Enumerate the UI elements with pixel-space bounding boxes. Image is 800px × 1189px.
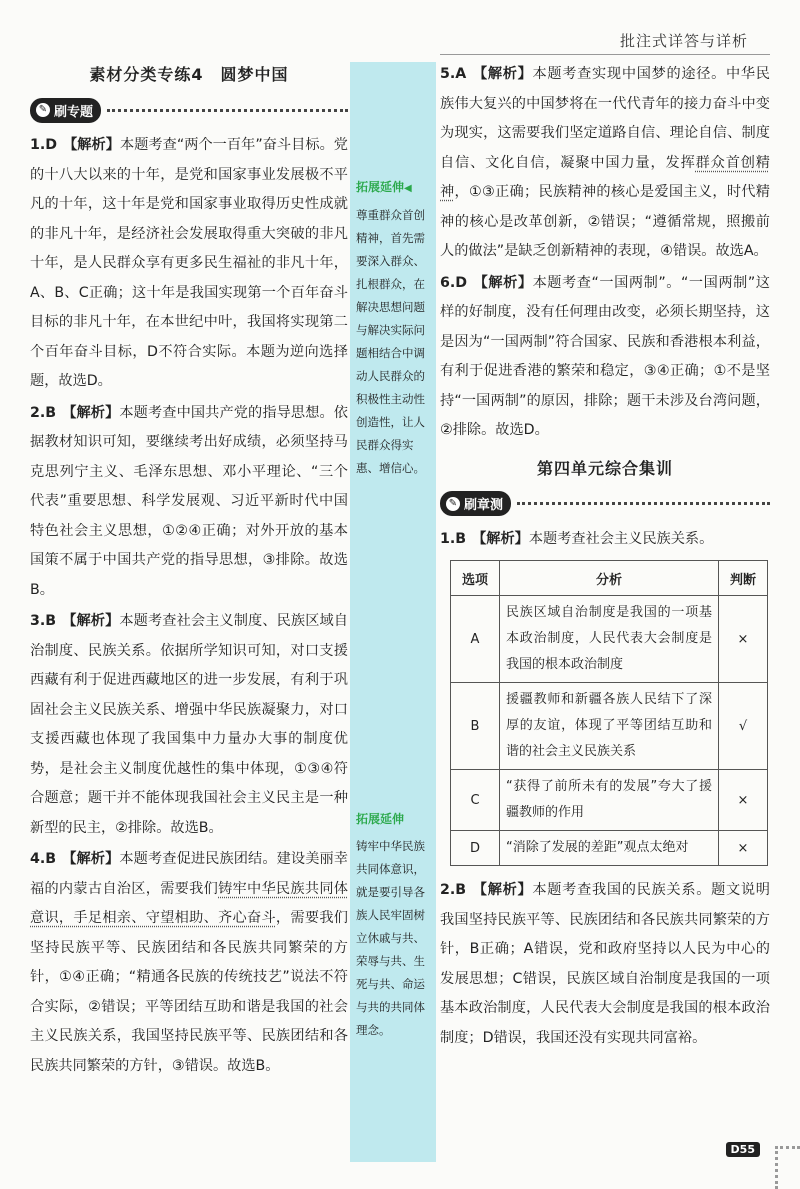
question-1 (30, 131, 348, 397)
answer-letter: B (45, 404, 57, 421)
analysis-text: 本题考查社会主义制度、民族区域自治制度、民族关系。依据所学知识可知，对口支援西藏有利于促进西藏地区的进一步发展，有利于巩固社会主义民族关系、增强中华民族凝聚力，对口支援西藏也体现了我国集中力量办大事的制度优势，是社会主义制度优越性的集中体现，①③④符合题意；题干并不能体现我国社会主义民主是一种新型的民主，②排除。故选B。 (30, 613, 348, 836)
analysis-text: 本题考查我国的民族关系。题文说明我国坚持民族平等、民族团结和各民族共同繁荣的方针，B正确；A错误，党和政府坚持以人民为中心的发展思想；C错误，民族区域自治制度是我国的一项基本政治制度，人民代表大会制度是我国的根本政治制度；D错误，我国还没有实现共同富裕。 (440, 882, 770, 1046)
dotted-divider (517, 502, 770, 505)
chapter-question-1 (440, 525, 770, 555)
banner-label: 刷章测 (464, 498, 504, 513)
sidebar-note-text: 尊重群众首创精神，首先需要深入群众、扎根群众，在解决思想问题与解决实际问题相结合中调动人民群众的积极性主动性创造性，让人民群众得实惠、增信心。 (356, 208, 425, 475)
question-number: 1. (30, 137, 46, 153)
analysis-label: 【解析】 (62, 851, 120, 867)
analysis-table (450, 560, 768, 866)
option-cell: B (451, 683, 500, 770)
sidebar-note-title (356, 808, 432, 831)
table-header-row (451, 561, 768, 596)
brush-icon: ✎ (446, 497, 460, 511)
table-row (451, 770, 768, 831)
answer-letter: B (45, 851, 57, 867)
question-6 (440, 269, 770, 446)
unit-section-title: 第四单元综合集训 (536, 458, 673, 478)
sidebar-note-1 (352, 176, 436, 480)
analysis-label: 【解析】 (63, 137, 120, 153)
analysis-text: ，需要我们坚持民族平等、民族团结和各民族共同繁荣的方针，①④正确；“精通各民族的传统技艺”说法不符合实际，②错误；平等团结互助和谐是我国的社会主义民族关系，我国坚持民族平等、民族团结和各民族共同繁荣的方针，③错误。故选B。 (30, 910, 348, 1074)
chapter-banner (440, 491, 770, 517)
question-number: 5. (440, 66, 456, 82)
verdict-cell: √ (719, 683, 768, 770)
analysis-text: 本题考查促进民族团结。建设美丽幸福的内蒙古自治区，需要我们 (30, 851, 348, 897)
table-row (451, 683, 768, 770)
question-4 (30, 845, 348, 1081)
question-number: 2. (30, 404, 46, 421)
option-cell: D (451, 831, 500, 866)
corner-decoration (775, 1146, 800, 1189)
option-cell: A (451, 596, 500, 683)
question-number: 4. (30, 851, 46, 867)
arrow-left-icon: ◀ (404, 183, 412, 194)
analysis-cell: 民族区域自治制度是我国的一项基本政治制度，人民代表大会制度是我国的根本政治制度 (500, 596, 719, 683)
section-title: 素材分类专练4 圆梦中国 (89, 65, 289, 84)
underlined-phrase: 群众首创精神 (440, 154, 770, 200)
verdict-cell: × (719, 596, 768, 683)
page-header: 批注式详答与详析 (619, 32, 748, 50)
answer-letter: D (45, 137, 58, 153)
table-row (451, 596, 768, 683)
verdict-cell: × (719, 770, 768, 831)
question-number: 1. (440, 530, 456, 547)
question-number: 2. (440, 882, 456, 898)
analysis-text: 本题考查社会主义民族关系。 (528, 530, 714, 547)
question-5 (440, 60, 770, 267)
analysis-cell: “消除了发展的差距”观点太绝对 (500, 831, 719, 866)
answer-letter: A (455, 66, 467, 82)
question-number: 3. (30, 613, 46, 629)
analysis-text: 本题考查实现中国梦的途径。中华民族伟大复兴的中国梦将在一代代青年的接力奋斗中变为现实，这需要我们坚定道路自信、理论自信、制度自信、文化自信，凝聚中国力量，发挥 (440, 66, 770, 171)
sidebar-note-text: 铸牢中华民族共同体意识，就是要引导各族人民牢固树立休戚与共、荣辱与共、生死与共、命运与共的共同体理念。 (356, 839, 425, 1037)
column-header: 分析 (500, 561, 719, 596)
analysis-cell: “获得了前所未有的发展”夸大了援疆教师的作用 (500, 770, 719, 831)
banner-label: 刷专题 (54, 104, 94, 120)
column-header: 选项 (451, 561, 500, 596)
right-column (440, 60, 770, 1055)
brush-icon: ✎ (36, 103, 50, 117)
left-column (30, 60, 348, 1083)
analysis-cell: 援疆教师和新疆各族人民结下了深厚的友谊，体现了平等团结互助和谐的社会主义民族关系 (500, 683, 719, 770)
option-cell: C (451, 770, 500, 831)
table-row (451, 831, 768, 866)
analysis-label: 【解析】 (62, 613, 120, 629)
analysis-label: 【解析】 (472, 66, 533, 82)
answer-letter: D (455, 274, 468, 291)
banner-badge (440, 491, 511, 516)
analysis-text: ，①③正确；民族精神的核心是爱国主义，时代精神的核心是改革创新，②错误；“遵循常规，照搬前人的做法”是缺乏创新精神的表现，④错误。故选A。 (440, 184, 770, 259)
sidebar-title-text: 拓展延伸 (356, 180, 405, 194)
sidebar-title-text: 拓展延伸 (356, 812, 405, 826)
sidebar-note-title (356, 176, 432, 200)
analysis-text: 本题考查中国共产党的指导思想。依据教材知识可知，要继续考出好成绩，必须坚持马克思列宁主义、毛泽东思想、邓小平理论、“三个代表”重要思想、科学发展观、习近平新时代中国特色社会主义思想，①②④正确；对外开放的基本国策不属于中国共产党的指导思想，③排除。故选B。 (30, 404, 348, 598)
analysis-label: 【解析】 (472, 530, 529, 547)
answer-letter: B (45, 613, 57, 629)
question-2 (30, 399, 348, 606)
analysis-text: 本题考查“两个一百年”奋斗目标。党的十八大以来的十年，是党和国家事业发展极不平凡的十年，这十年是党和国家事业取得历史性成就的非凡十年，是经济社会发展取得重大突破的非凡十年，是人民群众享有更多民生福祉的非凡十年，A、B、C正确；这十年是我国实现第一个百年奋斗目标的非凡十年，在本世纪中叶，我国将实现第二个百年奋斗目标，D不符合实际。本题为逆向选择题，故选D。 (30, 137, 348, 389)
analysis-text: 本题考查“一国两制”。“一国两制”这样的好制度，没有任何理由改变，必须长期坚持，这是因为“一国两制”符合国家、民族和香港根本利益，有利于促进香港的繁荣和稳定，③④正确；①不是坚持“一国两制”的原因，排除；题干未涉及台湾问题，②排除。故选D。 (440, 274, 770, 438)
answer-letter: B (455, 530, 467, 547)
answer-letter: B (455, 882, 467, 898)
analysis-label: 【解析】 (472, 882, 533, 898)
section-banner (30, 97, 348, 123)
verdict-cell: × (719, 831, 768, 866)
question-3 (30, 607, 348, 843)
banner-badge (30, 98, 101, 123)
analysis-label: 【解析】 (62, 404, 120, 421)
underlined-phrase: 铸牢中华民族共同体意识，手足相亲、守望相助、齐心奋斗 (30, 880, 348, 926)
question-number: 6. (440, 274, 456, 291)
page-number: D55 (726, 1142, 760, 1157)
dotted-divider (107, 109, 348, 112)
column-header: 判断 (719, 561, 768, 596)
chapter-question-2 (440, 876, 770, 1053)
header-rule (440, 54, 770, 55)
analysis-label: 【解析】 (473, 274, 533, 291)
sidebar-note-2 (352, 808, 436, 1042)
